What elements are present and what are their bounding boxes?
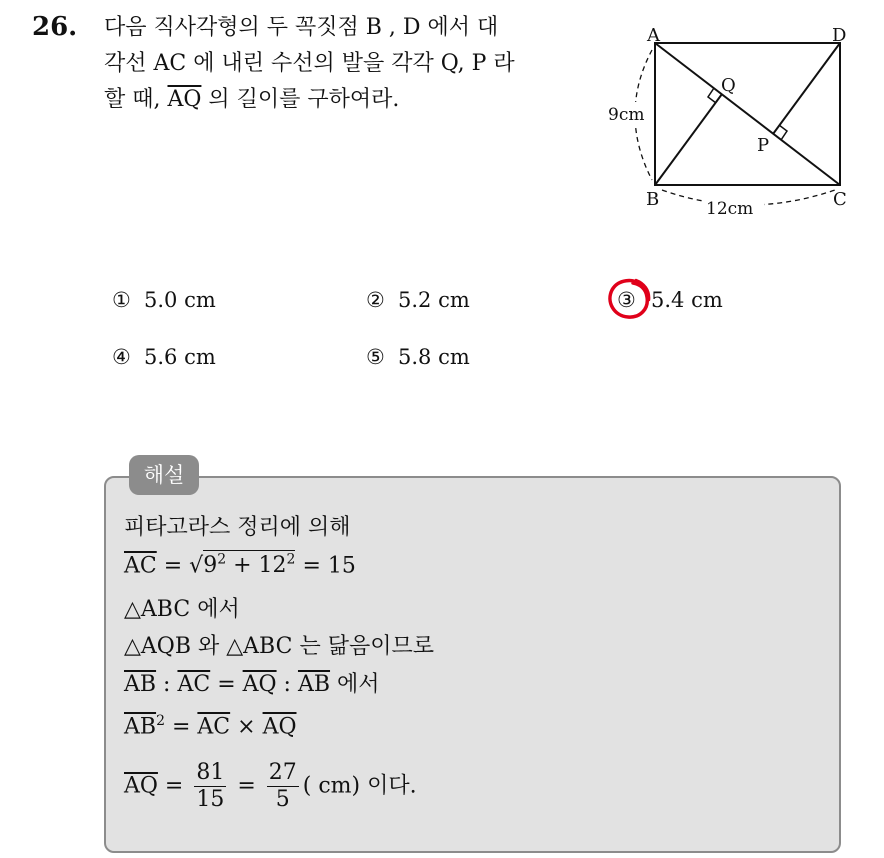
equals: = <box>164 714 198 740</box>
solution-tab: 해설 <box>129 455 199 495</box>
line-5-suffix: 에서 <box>330 672 380 697</box>
solution-line-6 <box>124 713 297 739</box>
segment-ac: $\overline{AC}$ <box>197 714 231 740</box>
numerator: 81 <box>196 760 225 785</box>
segment-ab: $\overline{AB}$ <box>124 714 157 740</box>
choice-5-value: 5.8 cm <box>398 345 470 369</box>
solution-line-2 <box>124 552 356 578</box>
question-line-3-pre: 할 때, <box>104 87 168 112</box>
solution-line-3: △ABC 에서 <box>124 597 240 622</box>
equals: = <box>156 553 190 579</box>
segment-ab: $\overline{AB}$ <box>297 672 331 697</box>
choice-3-value: 5.4 cm <box>651 288 723 312</box>
label-c: C <box>833 189 847 210</box>
solution-line-5 <box>124 667 380 698</box>
segment-aq: $\overline{AQ}$ <box>242 672 277 697</box>
segment-aq: $\overline{AQ}$ <box>167 87 202 112</box>
right-angle-mark-q <box>708 88 716 103</box>
choice-1-value: 5.0 cm <box>144 288 216 312</box>
segment-aq: $\overline{AQ}$ <box>262 714 297 740</box>
choice-4[interactable] <box>112 342 216 372</box>
label-a: A <box>647 25 660 46</box>
segment-ab: $\overline{AB}$ <box>124 672 157 697</box>
radicand-b: + 12 <box>226 553 287 579</box>
ratio-colon: : <box>156 672 178 697</box>
diagonal-ac <box>655 43 840 185</box>
equals: = <box>157 773 191 799</box>
question-text <box>104 10 584 118</box>
perpendicular-dp <box>773 43 840 134</box>
label-q: Q <box>721 75 736 96</box>
question-number: 26. <box>32 12 78 42</box>
radicand <box>203 550 295 578</box>
question-line-3-post: 의 길이를 구하여라. <box>201 87 400 112</box>
solution-line-7 <box>124 760 417 813</box>
choice-2[interactable] <box>366 285 470 315</box>
fraction-81-15 <box>194 760 226 813</box>
exponent-b: 2 <box>286 552 296 568</box>
rectangle-figure <box>600 20 860 220</box>
denominator: 15 <box>196 787 225 812</box>
exponent-a: 2 <box>217 552 227 568</box>
question-line-1: 다음 직사각형의 두 꼭짓점 B , D 에서 대 <box>104 15 499 40</box>
ratio-colon: : <box>276 672 298 697</box>
question-line-2: 각선 AC 에 내린 수선의 발을 각각 Q, P 라 <box>104 51 515 76</box>
choice-2-value: 5.2 cm <box>398 288 470 312</box>
question-line-3 <box>104 82 584 118</box>
choice-3-mark: ③ <box>617 288 636 312</box>
equals: = <box>230 773 263 799</box>
sqrt-sign: √ <box>189 553 204 579</box>
denominator: 5 <box>275 787 290 812</box>
choice-4-value: 5.6 cm <box>144 345 216 369</box>
solution-line-1: 피타고라스 정리에 의해 <box>124 515 351 540</box>
times: × <box>230 714 263 740</box>
label-b: B <box>646 189 660 210</box>
choice-5[interactable] <box>366 342 470 372</box>
perpendicular-bq <box>655 94 722 185</box>
equals: = <box>210 672 243 697</box>
choice-2-mark: ② <box>366 288 385 312</box>
choice-1[interactable] <box>112 285 216 315</box>
choice-5-mark: ⑤ <box>366 345 385 369</box>
choice-1-mark: ① <box>112 288 131 312</box>
choice-4-mark: ④ <box>112 345 131 369</box>
right-angle-mark-p <box>779 125 787 140</box>
label-d: D <box>832 25 847 46</box>
side-left-label: 9cm <box>608 105 645 125</box>
result: = 15 <box>295 553 356 579</box>
radicand-a: 9 <box>203 553 218 579</box>
numerator: 27 <box>268 760 297 785</box>
segment-ac: $\overline{AC}$ <box>177 672 211 697</box>
solution-line-4: △AQB 와 △ABC 는 닮음이므로 <box>124 634 434 659</box>
segment-aq: $\overline{AQ}$ <box>124 773 158 799</box>
segment-ac: $\overline{AC}$ <box>124 553 157 579</box>
choice-3[interactable] <box>617 285 723 315</box>
line-7-suffix: ( cm) 이다. <box>302 773 417 799</box>
exponent: 2 <box>156 713 165 729</box>
fraction-27-5 <box>267 760 299 813</box>
label-p: P <box>757 135 770 156</box>
side-bottom-label: 12cm <box>706 199 754 219</box>
